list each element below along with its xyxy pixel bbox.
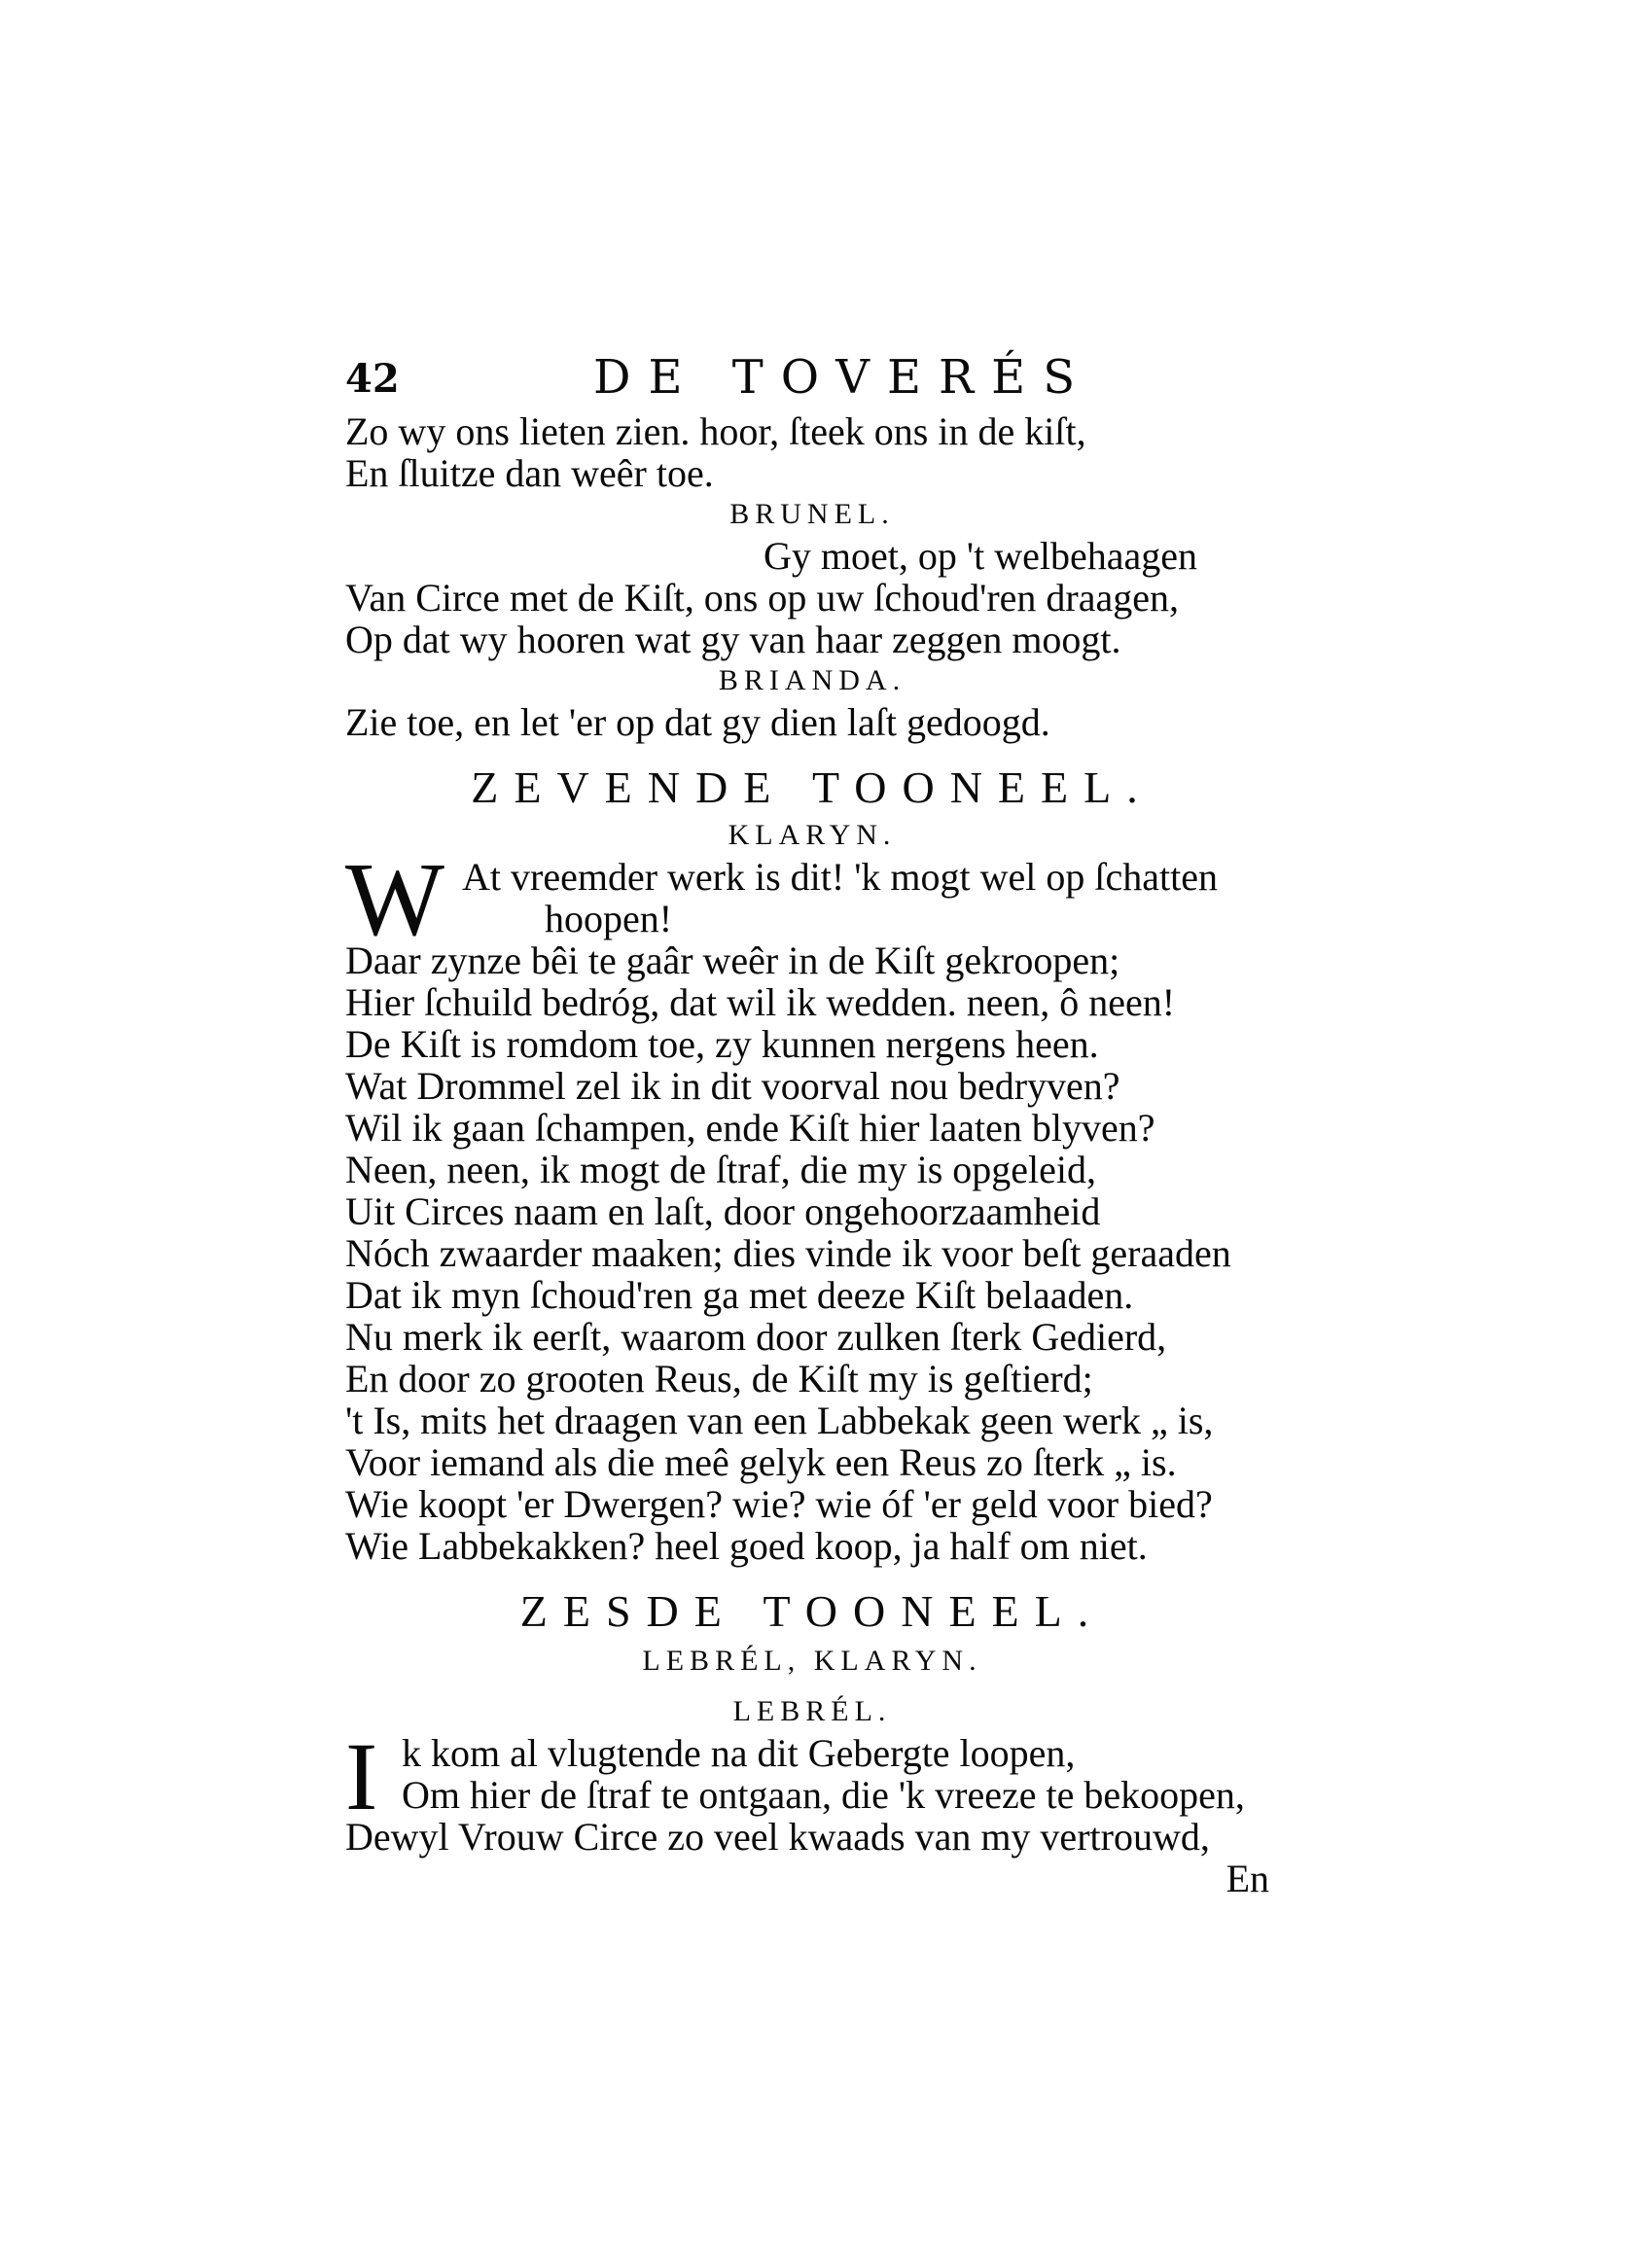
verse-line: Uit Circes naam en laſt, door ongehoorzaamheid (345, 1189, 1101, 1233)
scene-heading-zesde: ZESDE TOONEEL. (519, 1586, 1105, 1636)
verse-block-3 (345, 701, 1279, 743)
verse-line: Dat ik myn ſchoud'ren ga met deeze Kiſt belaaden. (345, 1273, 1134, 1317)
book-page (345, 350, 1279, 1899)
verse-line: Neen, neen, ik mogt de ſtraf, die my is opgeleid, (345, 1148, 1097, 1191)
verse-block-1 (345, 410, 1279, 494)
verse-line: 't Is, mits het draagen van een Labbekak geen werk „ is, (345, 1399, 1214, 1442)
verse-line: En ſluitze dan weêr toe. (345, 451, 714, 495)
scene6-speech (345, 1722, 1279, 1900)
speaker-lebrel: LEBRÉL. (732, 1695, 892, 1727)
verse-line: Wie Labbekakken? heel goed koop, ja half om niet. (345, 1524, 1148, 1568)
running-title: DE TOVERÉS (593, 350, 1093, 405)
verse-line: Nóch zwaarder maaken; dies vinde ik voor beſt geraaden (345, 1231, 1231, 1275)
verse-line: En door zo grooten Reus, de Kiſt my is geſtierd; (345, 1357, 1093, 1400)
page-number: 42 (345, 356, 400, 402)
verse-line: Van Circe met de Kiſt, ons op uw ſchoud'ren draagen, (345, 576, 1179, 620)
verse-line: Wie koopt 'er Dwergen? wie? wie óf 'er geld voor bied? (345, 1482, 1213, 1526)
speaker-brianda: BRIANDA. (718, 664, 906, 696)
drop-cap-letter: I (345, 1722, 378, 1830)
page-header (345, 350, 1279, 410)
verse-line: Wat Drommel zel ik in dit voorval nou bedryven? (345, 1064, 1120, 1108)
verse-line: Gy moet, op 't welbehaagen (764, 534, 1197, 578)
scene-persons: LEBRÉL, KLARYN. (642, 1645, 982, 1677)
verse-line: Nu merk ik eerſt, waarom door zulken ſterk Gedierd, (345, 1315, 1167, 1359)
verse-line: At vreemder werk is dit! 'k mogt wel op ſchatten (462, 855, 1218, 899)
verse-line: Dewyl Vrouw Circe zo veel kwaads van my vertrouwd, (345, 1815, 1210, 1859)
verse-line: Zo wy ons lieten zien. hoor, ſteek ons in de kiſt, (345, 409, 1086, 453)
verse-line: Daar zynze bêi te gaâr weêr in de Kiſt gekroopen; (345, 939, 1120, 982)
verse-line: Wil ik gaan ſchampen, ende Kiſt hier laaten blyven? (345, 1106, 1155, 1150)
verse-line: Om hier de ſtraf te ontgaan, die 'k vreeze te bekoopen, (402, 1773, 1245, 1817)
verse-line: k kom al vlugtende na dit Gebergte loopen, (402, 1731, 1076, 1775)
drop-cap-letter: W (345, 842, 444, 958)
verse-line: Voor iemand als die meê gelyk een Reus zo ſterk „ is. (345, 1440, 1177, 1484)
speaker-brunel: BRUNEL. (729, 498, 895, 530)
scene7-speech (345, 842, 1279, 1568)
verse-block-2 (345, 535, 1279, 660)
speaker-klaryn: KLARYN. (728, 819, 897, 851)
verse-line: Zie toe, en let 'er op dat gy dien laſt gedoogd. (345, 700, 1050, 744)
verse-line: De Kiſt is romdom toe, zy kunnen nergens heen. (345, 1022, 1099, 1066)
catchword: En (1226, 1857, 1269, 1900)
scene-heading-zevende: ZEVENDE TOONEEL. (471, 762, 1154, 812)
verse-line: Op dat wy hooren wat gy van haar zeggen moogt. (345, 618, 1121, 661)
verse-line: hoopen! (545, 897, 673, 940)
spacer (345, 1683, 1279, 1691)
verse-line: Hier ſchuild bedróg, dat wil ik wedden. neen, ô neen! (345, 980, 1176, 1024)
